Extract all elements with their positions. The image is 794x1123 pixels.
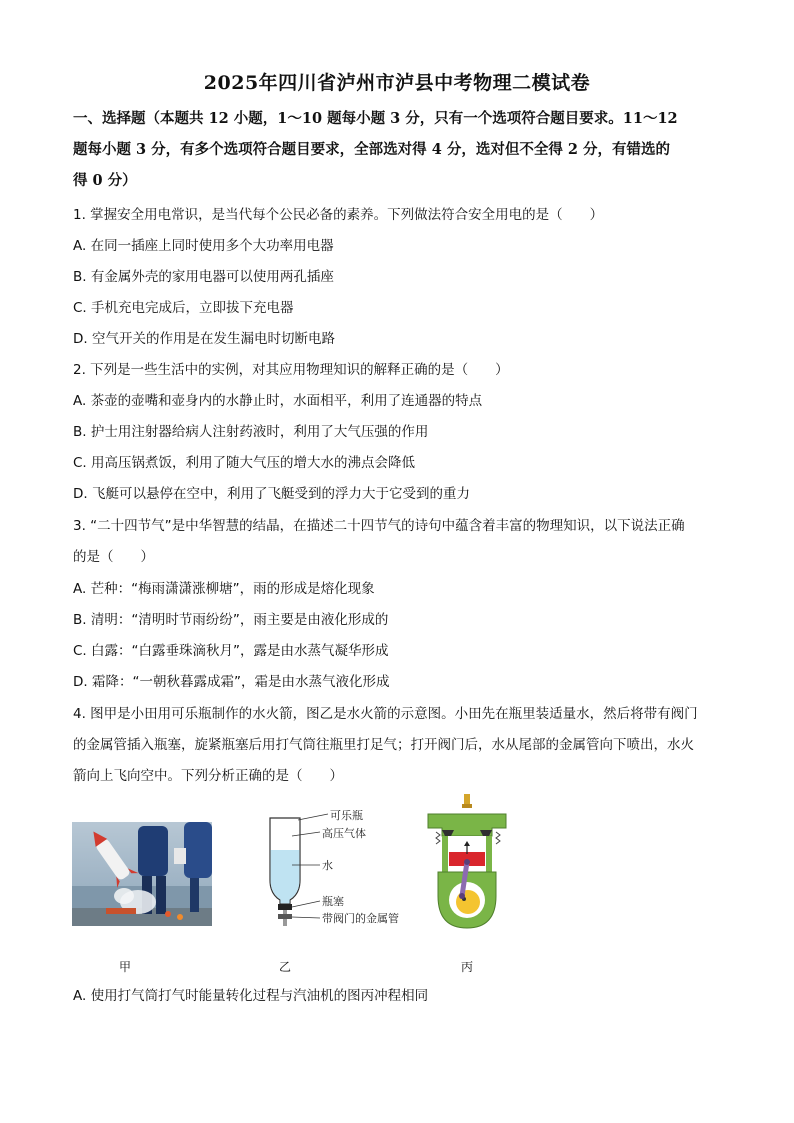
q1-option-d: D. 空气开关的作用是在发生漏电时切断电路 [73,331,335,347]
label-water: 水 [322,859,333,872]
q4-option-a: A. 使用打气筒打气时能量转化过程与汽油机的图丙冲程相同 [73,988,429,1004]
q3-stem-line-1: 3. “二十四节气”是中华智慧的结晶，在描述二十四节气的诗句中蕴含着丰富的物理知识，以下说法正确 [73,518,685,534]
q4-stem-line-3: 箭向上飞向空中。下列分析正确的是（ ） [73,768,343,784]
figure-jia-caption: 甲 [119,960,132,974]
figure-bing-caption: 丙 [461,960,474,974]
q4-stem-line-2: 的金属管插入瓶塞，旋紧瓶塞后用打气筒往瓶里打足气；打开阀门后，水从尾部的金属管向下喷出，水火 [73,737,694,753]
page-title: 2025年四川省泸州市泸县中考物理二模试卷 [203,72,591,94]
label-tube: 带阀门的金属管 [322,912,399,925]
figure-jia-photo [72,822,212,926]
section-header-line-1: 一、选择题（本题共 12 小题，1～10 题每小题 3 分，只有一个选项符合题目要求。11～12 [73,110,678,127]
q3-option-b: B. 清明：“清明时节雨纷纷”，雨主要是由液化形成的 [73,612,389,628]
q3-option-c: C. 白露：“白露垂珠滴秋月”，露是由水蒸气凝华形成 [73,643,389,659]
section-header-line-3: 得 0 分） [73,172,137,189]
q3-stem-line-2: 的是（ ） [73,549,154,565]
q2-option-b: B. 护士用注射器给病人注射药液时，利用了大气压强的作用 [73,424,429,440]
figure-yi-caption: 乙 [279,960,292,974]
label-gas: 高压气体 [322,827,366,840]
q2-option-a: A. 茶壶的壶嘴和壶身内的水静止时，水面相平，利用了连通器的特点 [73,393,483,409]
figure-yi-diagram [262,810,412,928]
q2-option-c: C. 用高压锅煮饭，利用了随大气压的增大水的沸点会降低 [73,455,416,471]
q1-stem: 1. 掌握安全用电常识，是当代每个公民必备的素养。下列做法符合安全用电的是（ ） [73,207,604,223]
q1-option-c: C. 手机充电完成后，立即拔下充电器 [73,300,294,316]
q1-option-b: B. 有金属外壳的家用电器可以使用两孔插座 [73,269,334,285]
q2-stem: 2. 下列是一些生活中的实例，对其应用物理知识的解释正确的是（ ） [73,362,509,378]
q3-option-d: D. 霜降：“一朝秋暮露成霜”，霜是由水蒸气液化形成 [73,674,390,690]
q4-stem-line-1: 4. 图甲是小田用可乐瓶制作的水火箭，图乙是水火箭的示意图。小田先在瓶里装适量水，然后将带有阀门 [73,706,698,722]
figure-bing-engine [422,792,512,932]
q1-option-a: A. 在同一插座上同时使用多个大功率用电器 [73,238,334,254]
q3-option-a: A. 芒种：“梅雨潇潇涨柳塘”，雨的形成是熔化现象 [73,581,375,597]
label-bottle: 可乐瓶 [330,810,363,822]
section-header-line-2: 题每小题 3 分，有多个选项符合题目要求，全部选对得 4 分，选对但不全得 2 分，有错选的 [73,141,671,158]
label-plug: 瓶塞 [322,895,344,908]
q2-option-d: D. 飞艇可以悬停在空中，利用了飞艇受到的浮力大于它受到的重力 [73,486,470,502]
